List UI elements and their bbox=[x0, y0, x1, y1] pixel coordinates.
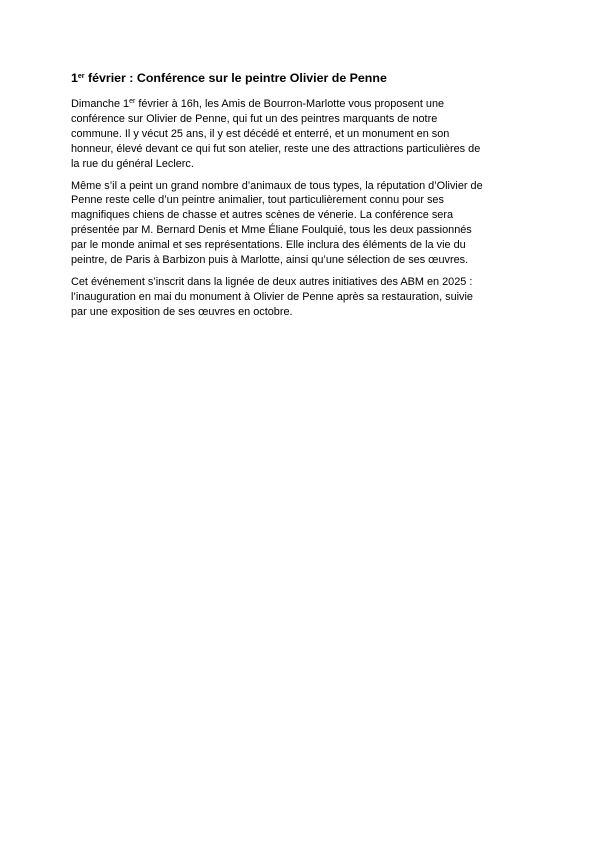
title-ordinal: er bbox=[77, 73, 85, 80]
article-title bbox=[71, 70, 526, 86]
line-text: février à 16h, les Amis de Bourron-Marlotte vous proposent une bbox=[135, 98, 445, 110]
title-day: 1 bbox=[71, 71, 78, 85]
paragraph-3 bbox=[71, 275, 526, 320]
paragraph-line: la rue du général Leclerc. bbox=[71, 157, 194, 170]
paragraph-2 bbox=[71, 179, 526, 268]
paragraph-line: magnifiques chiens de chasse et autres scènes de vénerie. La conférence sera bbox=[71, 209, 454, 222]
paragraph-line: honneur, élevé devant ce qui fut son atelier, reste une des attractions particulières de bbox=[71, 142, 481, 155]
paragraph-line: Penne reste celle d’un peintre animalier, tout particulièrement connu pour ses bbox=[71, 194, 444, 207]
paragraph-line: Cet événement s’inscrit dans la lignée de deux autres initiatives des ABM en 2025 : bbox=[71, 275, 473, 288]
paragraph-line: par le monde animal et ses représentations. Elle inclura des éléments de la vie du bbox=[71, 239, 466, 252]
paragraph-line: par une exposition de ses œuvres en octobre. bbox=[71, 305, 293, 318]
paragraph-line: présentée par M. Bernard Denis et Mme Éliane Foulquié, tous les deux passionnés bbox=[71, 224, 472, 237]
paragraph-line: Même s’il a peint un grand nombre d’animaux de tous types, la réputation d’Olivier de bbox=[71, 179, 483, 192]
paragraph-1 bbox=[71, 97, 526, 172]
paragraph-line bbox=[71, 97, 526, 112]
title-text: février : Conférence sur le peintre Olivier de Penne bbox=[84, 71, 387, 85]
paragraph-line: conférence sur Olivier de Penne, qui fut un des peintres marquants de notre bbox=[71, 112, 438, 125]
line-ordinal: er bbox=[129, 98, 136, 105]
paragraph-line: peintre, de Paris à Barbizon puis à Marlotte, ainsi qu’une sélection de ses œuvres. bbox=[71, 254, 469, 267]
line-text: Dimanche 1 bbox=[71, 98, 130, 110]
paragraph-line: commune. Il y vécut 25 ans, il y est décédé et enterré, et un monument en son bbox=[71, 127, 450, 140]
article bbox=[71, 70, 526, 327]
paragraph-line: l’inauguration en mai du monument à Olivier de Penne après sa restauration, suivie bbox=[71, 290, 473, 303]
